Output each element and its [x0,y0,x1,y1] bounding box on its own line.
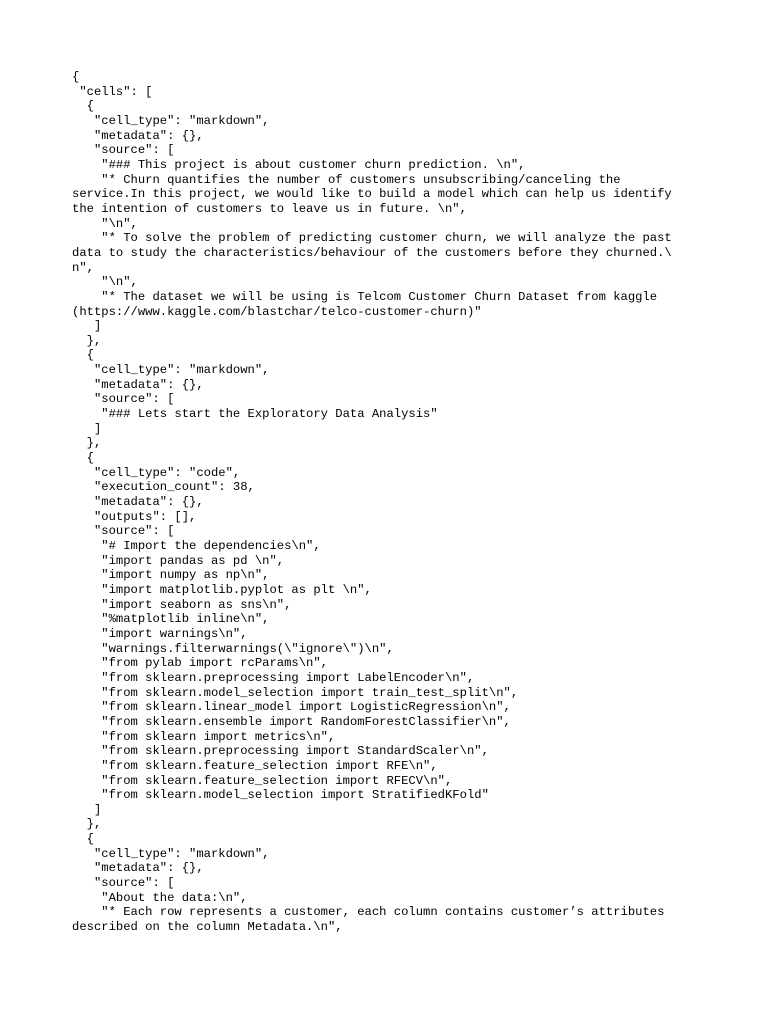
code-line: (https://www.kaggle.com/blastchar/telco-customer-churn)" [72,304,482,319]
code-line: "source": [ [72,524,175,539]
code-line: { [72,70,80,84]
code-line: "About the data:\n", [72,890,248,905]
code-line: "cell_type": "markdown", [72,846,270,861]
code-line: "metadata": {}, [72,377,204,392]
code-line: "cell_type": "code", [72,465,241,480]
code-line: "from sklearn.preprocessing import StandardScaler\n", [72,744,489,759]
code-line: }, [72,333,102,348]
code-line: "cell_type": "markdown", [72,363,270,378]
code-line: "* Churn quantifies the number of customers unsubscribing/canceling the [72,172,621,187]
code-line: "### This project is about customer churn prediction. \n", [72,157,526,172]
code-line: "import seaborn as sns\n", [72,597,292,612]
code-line: "source": [ [72,876,175,891]
code-line: "# Import the dependencies\n", [72,539,321,553]
code-line: "cells": [ [72,84,153,99]
code-line: "from sklearn.feature_selection import RFECV\n", [72,773,453,788]
code-line: { [72,832,94,847]
code-line: "execution_count": 38, [72,480,255,495]
code-line: service.In this project, we would like to build a model which can help us identify [72,187,672,202]
code-line: { [72,99,94,114]
code-line: "import numpy as np\n", [72,568,270,583]
code-line: "metadata": {}, [72,861,204,876]
code-line: "\n", [72,275,138,290]
code-line: { [72,348,94,363]
code-line: "outputs": [], [72,509,197,524]
code-line: "* The dataset we will be using is Telcom Customer Churn Dataset from kaggle [72,289,658,304]
code-line: "metadata": {}, [72,128,204,143]
code-line: data to study the characteristics/behaviour of the customers before they churned.\ [72,245,672,260]
code-line: "### Lets start the Exploratory Data Analysis" [72,407,438,422]
code-line: "%matplotlib inline\n", [72,612,270,627]
code-line: "from sklearn.model_selection import train_test_split\n", [72,685,519,700]
code-line: }, [72,817,102,832]
code-line: "warnings.filterwarnings(\"ignore\")\n", [72,641,394,656]
code-line: "cell_type": "markdown", [72,113,270,128]
code-line: "source": [ [72,143,175,158]
code-line: "from sklearn import metrics\n", [72,729,336,744]
code-line: "from sklearn.linear_model import LogisticRegression\n", [72,700,511,715]
code-line: "from sklearn.feature_selection import RFE\n", [72,758,438,773]
code-line: described on the column Metadata.\n", [72,920,343,935]
code-line: "import matplotlib.pyplot as plt \n", [72,582,372,597]
notebook-json-source [72,70,696,935]
code-line: }, [72,436,102,451]
code-line: "source": [ [72,392,175,407]
code-line: "from sklearn.model_selection import StratifiedKFold" [72,788,489,803]
code-line: { [72,451,94,466]
code-line: "metadata": {}, [72,495,204,510]
code-line: "from pylab import rcParams\n", [72,656,328,671]
code-line: ] [72,421,102,436]
code-line: the intention of customers to leave us in future. \n", [72,201,467,216]
code-line: "import pandas as pd \n", [72,553,285,568]
code-line: ] [72,319,102,334]
document-page [72,70,696,935]
code-line: "* To solve the problem of predicting customer churn, we will analyze the past [72,231,672,246]
code-line: "\n", [72,216,138,231]
code-line: ] [72,802,102,817]
code-line: "from sklearn.ensemble import RandomForestClassifier\n", [72,714,511,729]
code-line: n", [72,260,94,275]
code-line: "* Each row represents a customer, each column contains customer’s attributes [72,905,665,920]
code-line: "import warnings\n", [72,626,248,641]
code-line: "from sklearn.preprocessing import LabelEncoder\n", [72,670,475,685]
